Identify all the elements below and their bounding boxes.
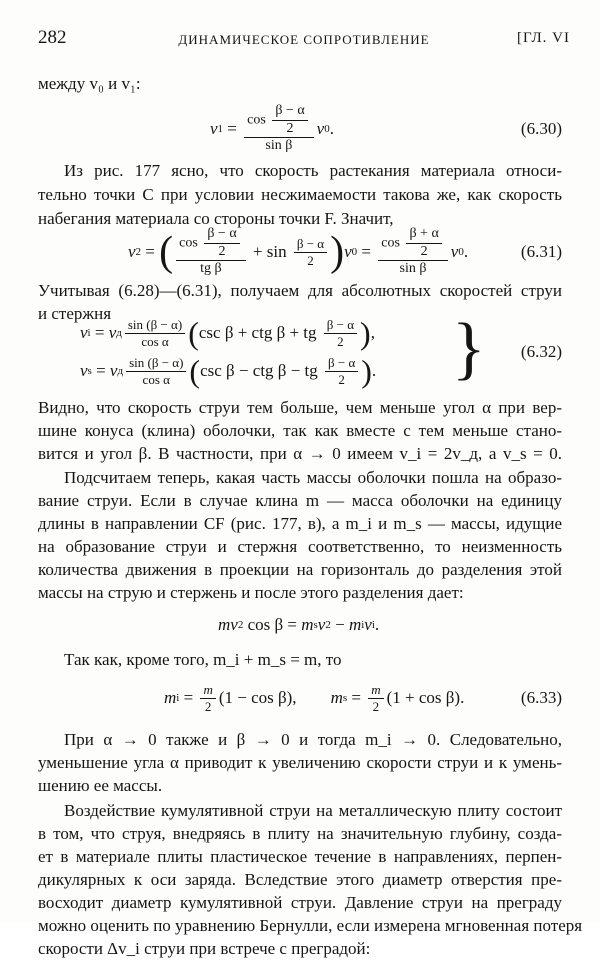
equation-number: (6.33) [520,688,562,707]
equation-6-33: m i = $\frac{m}{2}$ (1 − cos β), m s = $\frac{m}{2}$ (1 + cos β). (6.33) [164,681,562,714]
text-line: При α → 0 также и β → 0 и тогда m_i → 0. Следовательно, [64,730,562,749]
text-line: количества движения в проекции на горизонталь до разделения этой [38,560,562,579]
equation-6-32: v i = v д $\frac{\sin (\beta - \alpha)}{\text{cos α}}$ ( csc β + ctg β + tg $\frac{\beta - \alpha}{2}$ ) , v s = v д $\frac{\sin (\beta - \alpha)}{\text{cos α}}$ ( csc β − ctg β − tg $\frac{\beta - \alpha}{2}$ ) . } (6.32) [80,310,562,389]
text-line: в том, что струя, внедряясь в плиту на значительную глубину, созда- [38,824,562,843]
text-line: тельно точки C при условии несжимаемости такова же, как скорость [38,185,562,204]
text-line: можно оценить по уравнению Бернулли, если измерена мгновенная потеря [38,916,583,935]
text-line: Видно, что скорость струи тем больше, чем меньше угол α при вер- [38,398,562,417]
text-line: и стержня [38,304,112,323]
equation-6-31: v 2 = ( cos $\frac{\beta - \alpha}{2}$ tg β + sin $\frac{\beta - \alpha}{2}$ ) v 0 = cos $\frac{\beta + \alpha}{2}$ sin β v 0 . (6.31) [128,225,562,277]
text-line: Так как, кроме того, m_i + m_s = m, то [64,650,342,669]
text-line: вится и угол β. В частности, при α → 0 имеем v_i = 2v_д, а v_s = 0. [38,444,562,463]
text-line: шине конуса (клина) оболочки, так как вместе с тем меньше стано- [38,421,562,440]
text-line: шению ее массы. [38,776,163,795]
text-line: массы на струю и стержень и после этого разделения дает: [38,583,464,602]
equation-6-30: v 1 = cos $\frac{\beta - \alpha}{2}$ sin β v 0 . (6.30) [210,102,562,154]
text-line: длины в направлении CF (рис. 177, в), а m_i и m_s — массы, идущие [38,514,562,533]
text-line: вание струи. Если в случае клина m — масса оболочки на единицу [38,491,562,510]
text-line: на образование струи и стержня соответственно, то неизменность [38,537,562,556]
text-line: ет в материале плиты пластическое течение в направлениях, перпен- [38,847,562,866]
text-line: скорости Δv_i струи при встрече с преградой: [38,939,371,958]
equation-number: (6.32) [520,342,562,361]
equation-number: (6.30) [520,119,562,138]
chapter-label: [ГЛ. VI [516,30,570,46]
equation-momentum: mv 2 cos β = m s v 2 − m i v i . [218,615,380,634]
text-line: дикулярных к оси заряда. Вследствие этого диаметр отверстия пре- [38,870,562,889]
text-line: Воздействие кумулятивной струи на металлическую плиту состоит [64,801,562,820]
page-number: 282 [38,27,67,48]
text-line: восходит диаметр кумулятивной струи. Давление струи на преграду [38,893,562,912]
text-line: уменьшение угла α приводит к увеличению скорости струи и к умень- [38,753,562,772]
text-line: набегания материала со стороны точки F. Значит, [38,209,394,228]
running-title: ДИНАМИЧЕСКОЕ СОПРОТИВЛЕНИЕ [178,32,430,47]
running-header [38,26,570,50]
text-line: Учитывая (6.28)—(6.31), получаем для абсолютных скоростей струи [38,281,562,300]
text-line: Подсчитаем теперь, какая часть массы оболочки пошла на образо- [64,468,562,487]
text-line: Из рис. 177 ясно, что скорость растекания материала относи- [64,161,562,180]
text-line: между v₀ и v₁: [38,74,141,93]
equation-number: (6.31) [520,242,562,261]
